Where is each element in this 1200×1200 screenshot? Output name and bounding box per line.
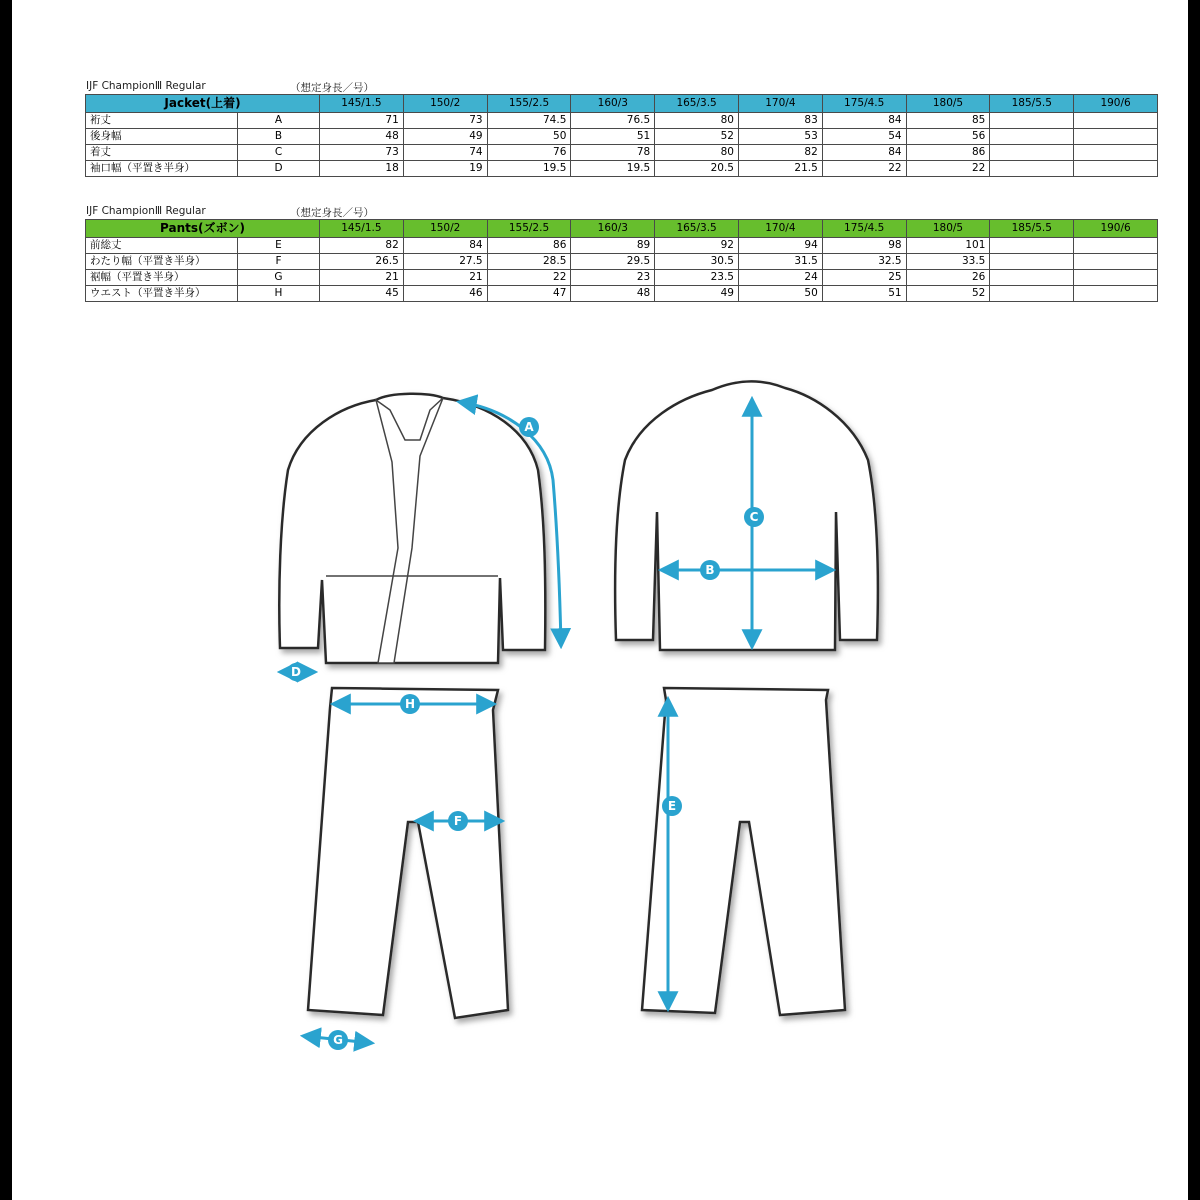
- measurement-value: 48: [320, 129, 404, 145]
- marker-f-badge: [448, 811, 468, 831]
- measurement-value: 19.5: [487, 161, 571, 177]
- measurement-value: 29.5: [571, 254, 655, 270]
- measurement-value: 82: [320, 238, 404, 254]
- pants-size-note: （想定身長／号）: [290, 207, 374, 219]
- size-header: 170/4: [738, 95, 822, 113]
- measurement-name: 袖口幅（平置き半身）: [86, 161, 238, 177]
- measurement-value: 26.5: [320, 254, 404, 270]
- measurement-value: 26: [906, 270, 990, 286]
- measurement-value: 25: [822, 270, 906, 286]
- measurement-value: 22: [822, 161, 906, 177]
- measurement-value: 74: [403, 145, 487, 161]
- measurement-value: 47: [487, 286, 571, 302]
- measurement-value: 78: [571, 145, 655, 161]
- measurement-code: D: [238, 161, 320, 177]
- size-header: 155/2.5: [487, 220, 571, 238]
- size-header: 145/1.5: [320, 220, 404, 238]
- measurement-value: 54: [822, 129, 906, 145]
- pants-model-name: IJF ChampionⅢ Regular: [86, 205, 206, 217]
- marker-e-badge: [662, 796, 682, 816]
- measurement-value: 84: [822, 145, 906, 161]
- measurement-value: 76: [487, 145, 571, 161]
- measurement-value: 94: [738, 238, 822, 254]
- measurement-value: 45: [320, 286, 404, 302]
- marker-a-badge: [519, 417, 539, 437]
- size-header: 145/1.5: [320, 95, 404, 113]
- measurement-value: 85: [906, 113, 990, 129]
- pants-back-outline: [642, 688, 845, 1015]
- measurement-value: 84: [403, 238, 487, 254]
- marker-g-badge: [328, 1030, 348, 1050]
- measurement-value: 82: [738, 145, 822, 161]
- size-header: 160/3: [571, 95, 655, 113]
- measurement-value: 73: [320, 145, 404, 161]
- pants-front-outline: [308, 688, 508, 1018]
- measurement-value: 19.5: [571, 161, 655, 177]
- measurement-value: 23.5: [655, 270, 739, 286]
- size-header: 160/3: [571, 220, 655, 238]
- size-header: 175/4.5: [822, 220, 906, 238]
- measurement-name: 前総丈: [86, 238, 238, 254]
- pants-table-title: Pants(ズボン): [86, 220, 320, 238]
- measurement-value: 18: [320, 161, 404, 177]
- jacket-table-title: Jacket(上着): [86, 95, 320, 113]
- measurement-value: 20.5: [655, 161, 739, 177]
- size-header: 170/4: [738, 220, 822, 238]
- measurement-value: 28.5: [487, 254, 571, 270]
- measurement-name: 裾幅（平置き半身）: [86, 270, 238, 286]
- marker-b-badge: [700, 560, 720, 580]
- marker-c-badge: [744, 507, 764, 527]
- measurement-value: 23: [571, 270, 655, 286]
- measurement-value: 53: [738, 129, 822, 145]
- measurement-code: B: [238, 129, 320, 145]
- measurement-value: 71: [320, 113, 404, 129]
- measurement-value: 33.5: [906, 254, 990, 270]
- size-header: 190/6: [1074, 220, 1158, 238]
- size-header: 165/3.5: [655, 220, 739, 238]
- measurement-value: 32.5: [822, 254, 906, 270]
- measurement-value: 84: [822, 113, 906, 129]
- svg-text:H: H: [404, 697, 416, 711]
- measurement-name: わたり幅（平置き半身）: [86, 254, 238, 270]
- measurement-value: 31.5: [738, 254, 822, 270]
- measurement-value: 52: [655, 129, 739, 145]
- svg-text:A: A: [524, 420, 534, 434]
- svg-text:C: C: [749, 510, 759, 524]
- measurement-name: 着丈: [86, 145, 238, 161]
- measurement-code: H: [238, 286, 320, 302]
- size-header: 150/2: [403, 220, 487, 238]
- measurement-value: 51: [571, 129, 655, 145]
- size-header: 185/5.5: [990, 95, 1074, 113]
- measurement-value: 21.5: [738, 161, 822, 177]
- measurement-value: 83: [738, 113, 822, 129]
- marker-d-badge: [287, 663, 305, 681]
- measurement-value: 24: [738, 270, 822, 286]
- measurement-value: 22: [487, 270, 571, 286]
- measurement-name: 裄丈: [86, 113, 238, 129]
- measurement-value: 98: [822, 238, 906, 254]
- measurement-code: F: [238, 254, 320, 270]
- measurement-value: 80: [655, 145, 739, 161]
- measurement-value: 52: [906, 286, 990, 302]
- measurement-value: 86: [906, 145, 990, 161]
- measurement-value: 30.5: [655, 254, 739, 270]
- svg-text:G: G: [333, 1033, 343, 1047]
- measurement-value: 76.5: [571, 113, 655, 129]
- size-header: 150/2: [403, 95, 487, 113]
- size-header: 190/6: [1074, 95, 1158, 113]
- measurement-value: 46: [403, 286, 487, 302]
- size-header: 175/4.5: [822, 95, 906, 113]
- measurement-value: 80: [655, 113, 739, 129]
- measurement-code: G: [238, 270, 320, 286]
- size-header: 185/5.5: [990, 220, 1074, 238]
- measurement-code: A: [238, 113, 320, 129]
- measurement-value: 74.5: [487, 113, 571, 129]
- measurement-value: 89: [571, 238, 655, 254]
- measurement-value: 56: [906, 129, 990, 145]
- measurement-value: 48: [571, 286, 655, 302]
- svg-text:F: F: [453, 814, 463, 828]
- jacket-size-note: （想定身長／号）: [290, 82, 374, 94]
- measurement-value: 21: [320, 270, 404, 286]
- size-header: 180/5: [906, 95, 990, 113]
- jacket-model-name: IJF ChampionⅢ Regular: [86, 80, 206, 92]
- svg-text:D: D: [291, 665, 301, 679]
- marker-h-badge: [400, 694, 420, 714]
- measurement-value: 73: [403, 113, 487, 129]
- size-header: 165/3.5: [655, 95, 739, 113]
- measurement-name: 後身幅: [86, 129, 238, 145]
- measurement-value: 101: [906, 238, 990, 254]
- measurement-value: 21: [403, 270, 487, 286]
- measurement-value: 27.5: [403, 254, 487, 270]
- measurement-value: 49: [655, 286, 739, 302]
- svg-text:B: B: [705, 563, 715, 577]
- size-header: 155/2.5: [487, 95, 571, 113]
- measurement-value: 49: [403, 129, 487, 145]
- measurement-value: 92: [655, 238, 739, 254]
- measurement-value: 86: [487, 238, 571, 254]
- measurement-value: 19: [403, 161, 487, 177]
- measurement-name: ウエスト（平置き半身）: [86, 286, 238, 302]
- measurement-value: 22: [906, 161, 990, 177]
- measurement-code: C: [238, 145, 320, 161]
- measurement-code: E: [238, 238, 320, 254]
- size-header: 180/5: [906, 220, 990, 238]
- measurement-value: 50: [738, 286, 822, 302]
- svg-text:E: E: [667, 799, 677, 813]
- measurement-value: 51: [822, 286, 906, 302]
- measurement-value: 50: [487, 129, 571, 145]
